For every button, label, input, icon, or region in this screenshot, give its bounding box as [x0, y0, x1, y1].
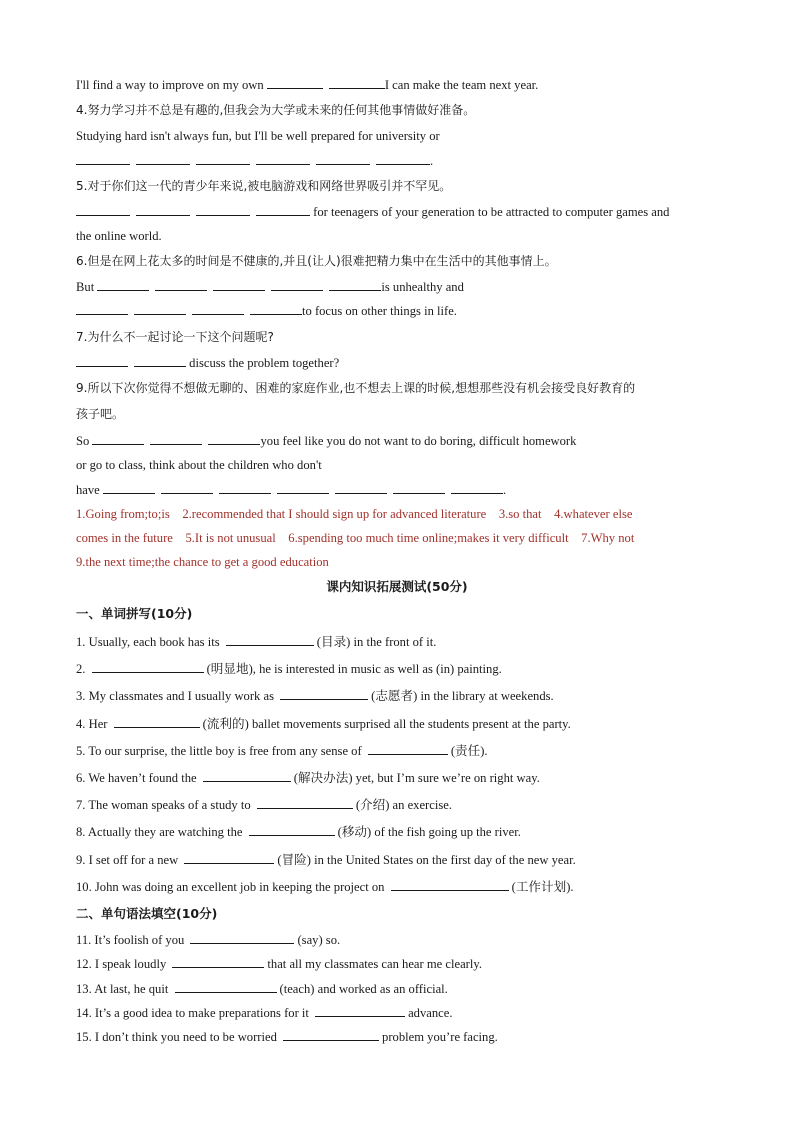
- answer-blank[interactable]: [368, 743, 448, 755]
- question-text-before: 8. Actually they are watching the: [76, 825, 243, 840]
- q9-text-a: So: [76, 434, 90, 448]
- question-text-before: 11. It’s foolish of you: [76, 933, 185, 947]
- answer-blank[interactable]: [316, 153, 370, 165]
- answer-blank[interactable]: [136, 153, 190, 165]
- question-text-before: 7. The woman speaks of a study to: [76, 798, 251, 813]
- answer-blank[interactable]: [196, 204, 250, 216]
- answer-blank[interactable]: [277, 482, 329, 494]
- q3-line: [76, 77, 538, 93]
- q5-line-b: the online world.: [76, 229, 162, 243]
- question-item: [76, 981, 448, 997]
- answer-blank[interactable]: [451, 482, 503, 494]
- question-item: [76, 1005, 452, 1021]
- question-item: [76, 661, 502, 677]
- answer-blank[interactable]: [136, 204, 190, 216]
- answer-blank[interactable]: [271, 279, 323, 291]
- q7-text: discuss the problem together?: [189, 356, 340, 370]
- answer-blank[interactable]: [114, 716, 200, 728]
- answer-blank[interactable]: [376, 153, 430, 165]
- q3-text-a: I'll find a way to improve on my own: [76, 78, 264, 92]
- question-text-after: (明显地), he is interested in music as well as (in) painting.: [206, 662, 502, 677]
- question-text-after: (工作计划).: [511, 879, 574, 894]
- q5-chinese: 5.对于你们这一代的青少年来说,被电脑游戏和网络世界吸引并不罕见。: [76, 179, 452, 193]
- answer-blank[interactable]: [134, 355, 186, 367]
- answer-blank[interactable]: [226, 634, 314, 646]
- question-item: [76, 932, 340, 948]
- question-item: [76, 770, 540, 786]
- answer-blank[interactable]: [256, 153, 310, 165]
- answer-blank[interactable]: [92, 433, 144, 445]
- answer-blank[interactable]: [76, 204, 130, 216]
- question-item: [76, 956, 482, 972]
- question-text-before: 14. It’s a good idea to make preparations for it: [76, 1005, 309, 1020]
- answer-key-line-2: comes in the future 5.It is not unusual 6.spending too much time online;makes it very difficult 7.Why not: [76, 531, 635, 545]
- question-item: [76, 716, 571, 732]
- q9-text-d: have: [76, 483, 100, 497]
- q5-line-a: [76, 204, 669, 220]
- answer-blank[interactable]: [190, 932, 294, 944]
- q9-chinese-a: 9.所以下次你觉得不想做无聊的、困难的家庭作业,也不想去上课的时候,想想那些没有机会接受良好教育的: [76, 381, 636, 395]
- q6-text-b: is unhealthy and: [381, 280, 464, 294]
- q9-line-a: [76, 433, 576, 449]
- answer-blank[interactable]: [97, 279, 149, 291]
- question-text-before: 12. I speak loudly: [76, 957, 167, 972]
- question-text-after: (say) so.: [297, 933, 341, 947]
- question-text-after: (流利的) ballet movements surprised all the students present at the party.: [202, 716, 571, 731]
- answer-key-line-3: 9.the next time;the chance to get a good education: [76, 555, 329, 569]
- answer-blank[interactable]: [280, 688, 368, 700]
- question-item: [76, 634, 436, 650]
- answer-blank[interactable]: [257, 797, 353, 809]
- question-item: [76, 1029, 498, 1045]
- question-text-after: (责任).: [450, 743, 488, 758]
- answer-blank[interactable]: [161, 482, 213, 494]
- answer-key-line-1: 1.Going from;to;is 2.recommended that I should sign up for advanced literature 3.so that 4.whatever else: [76, 507, 633, 521]
- question-text-after: (冒险) in the United States on the first day of the new year.: [277, 852, 576, 867]
- answer-blank[interactable]: [315, 1005, 405, 1017]
- section2-heading: 二、单句语法填空(10分): [76, 906, 218, 921]
- answer-blank[interactable]: [208, 433, 260, 445]
- question-text-after: that all my classmates can hear me clearly.: [267, 957, 482, 972]
- q9-text-b: you feel like you do not want to do boring, difficult homework: [260, 434, 577, 448]
- question-item: [76, 743, 488, 759]
- answer-blank[interactable]: [196, 153, 250, 165]
- question-item: [76, 688, 554, 704]
- answer-blank[interactable]: [184, 852, 274, 864]
- test-title: 课内知识拓展测试(50分): [326, 579, 468, 594]
- answer-blank[interactable]: [219, 482, 271, 494]
- q4-blanks: .: [76, 153, 433, 169]
- q6-chinese: 6.但是在网上花太多的时间是不健康的,并且(让人)很难把精力集中在生活中的其他事情上。: [76, 254, 557, 268]
- question-item: [76, 797, 452, 813]
- answer-blank[interactable]: [250, 303, 302, 315]
- q4-chinese: 4.努力学习并不总是有趣的,但我会为大学或未来的任何其他事情做好准备。: [76, 103, 476, 117]
- question-text-before: 5. To our surprise, the little boy is free from any sense of: [76, 743, 362, 758]
- answer-blank[interactable]: [76, 303, 128, 315]
- question-text-after: (目录) in the front of it.: [316, 635, 437, 649]
- answer-blank[interactable]: [391, 879, 509, 891]
- question-item: [76, 852, 576, 868]
- question-text-before: 1. Usually, each book has its: [76, 635, 220, 649]
- answer-blank[interactable]: [76, 153, 130, 165]
- answer-blank[interactable]: [249, 824, 335, 836]
- question-text-before: 13. At last, he quit: [76, 981, 169, 996]
- answer-blank[interactable]: [213, 279, 265, 291]
- question-text-after: (志愿者) in the library at weekends.: [371, 689, 554, 704]
- answer-blank[interactable]: [150, 433, 202, 445]
- question-text-before: 3. My classmates and I usually work as: [76, 689, 274, 704]
- question-text-before: 10. John was doing an excellent job in keeping the project on: [76, 879, 385, 894]
- answer-blank[interactable]: [92, 661, 204, 673]
- answer-blank[interactable]: [267, 77, 323, 89]
- q6-text-c: to focus on other things in life.: [302, 304, 457, 318]
- answer-blank[interactable]: [192, 303, 244, 315]
- answer-blank[interactable]: [335, 482, 387, 494]
- question-text-before: 15. I don’t think you need to be worried: [76, 1030, 277, 1045]
- q3-text-b: I can make the team next year.: [384, 78, 539, 92]
- question-text-after: (移动) of the fish going up the river.: [337, 825, 521, 840]
- answer-blank[interactable]: [155, 279, 207, 291]
- question-text-after: (teach) and worked as an official.: [279, 981, 448, 996]
- q7-line: [76, 355, 339, 371]
- q9-line-c: have .: [76, 483, 507, 497]
- answer-blank[interactable]: [283, 1029, 379, 1041]
- answer-blank[interactable]: [134, 303, 186, 315]
- answer-blank[interactable]: [329, 279, 381, 291]
- question-text-after: (解决办法) yet, but I’m sure we’re on right way.: [293, 771, 540, 785]
- section1-heading: 一、单词拼写(10分): [76, 606, 193, 621]
- answer-blank[interactable]: [76, 355, 128, 367]
- answer-blank[interactable]: [175, 981, 277, 993]
- answer-blank[interactable]: [103, 482, 155, 494]
- q6-line-a: [76, 279, 464, 295]
- q9-chinese-b: 孩子吧。: [76, 407, 125, 421]
- question-text-before: 9. I set off for a new: [76, 852, 179, 867]
- answer-blank[interactable]: [329, 77, 385, 89]
- answer-blank[interactable]: [203, 770, 291, 782]
- question-text-after: problem you’re facing.: [382, 1030, 498, 1045]
- question-item: [76, 879, 574, 895]
- question-text-before: 2.: [76, 662, 86, 677]
- q9-line-b: or go to class, think about the children who don't: [76, 458, 322, 472]
- answer-blank[interactable]: [172, 956, 264, 968]
- q5-text-a: for teenagers of your generation to be attracted to computer games and: [313, 205, 670, 219]
- answer-blank[interactable]: [393, 482, 445, 494]
- question-text-after: (介绍) an exercise.: [355, 798, 452, 813]
- question-text-before: 4. Her: [76, 716, 108, 731]
- answer-blank[interactable]: [256, 204, 310, 216]
- q7-chinese: 7.为什么不一起讨论一下这个问题呢?: [76, 330, 274, 344]
- q4-english: Studying hard isn't always fun, but I'll be well prepared for university or: [76, 129, 440, 143]
- q6-line-b: [76, 303, 457, 319]
- q6-text-a: But: [76, 280, 95, 294]
- question-text-before: 6. We haven’t found the: [76, 771, 197, 785]
- question-text-after: advance.: [408, 1005, 453, 1020]
- question-item: [76, 824, 521, 840]
